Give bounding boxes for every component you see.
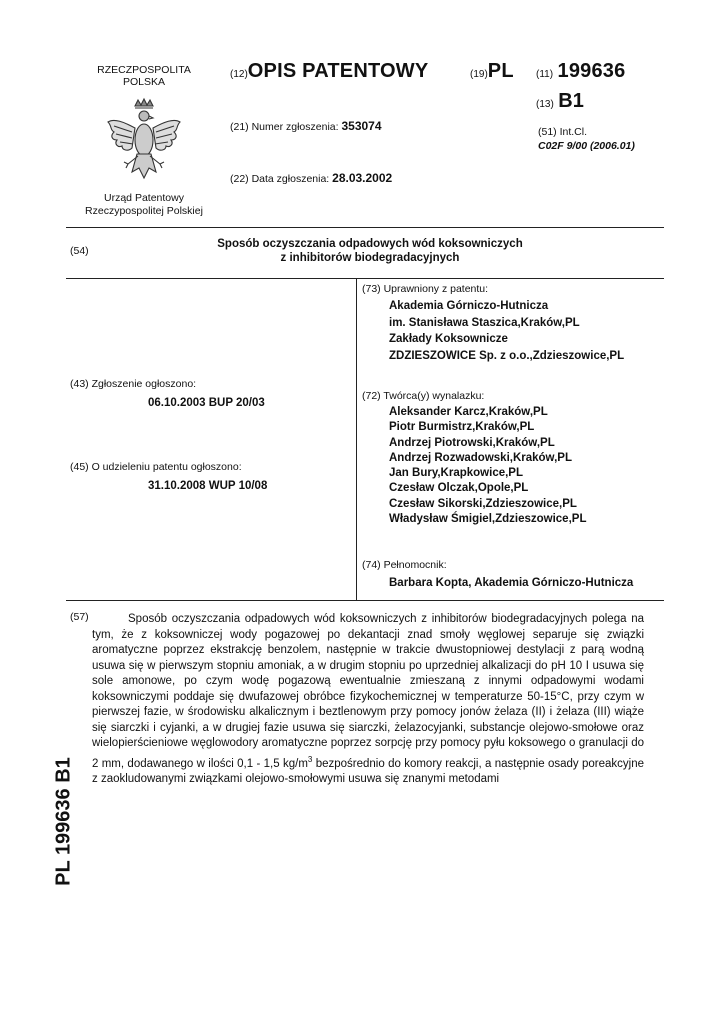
office-line-1: Urząd Patentowy [104,192,184,204]
application-date [230,171,392,185]
grant-value: 31.10.2008 WUP 10/08 [148,480,268,492]
divider-bottom [66,600,664,601]
subject-code: (54) [70,245,89,257]
application-number-label: (21) Numer zgłoszenia: [230,121,339,133]
country-code [470,60,514,83]
column-divider [356,278,357,600]
inventor-item: Andrzej Piotrowski,Kraków,PL [389,436,555,449]
kind-code [536,90,584,113]
eagle-emblem-icon [104,96,184,188]
superscript-3: 3 [307,754,313,764]
country-line-2: POLSKA [122,76,166,88]
kind-code-value: B1 [558,90,584,112]
application-number [230,119,382,133]
doc-title: OPIS PATENTOWY [247,60,429,82]
patent-holder-label: (73) Uprawniony z patentu: [362,283,489,295]
attorney-label: (74) Pełnomocnik: [362,559,447,571]
abstract-code: (57) [70,611,89,623]
announcement-label: (43) Zgłoszenie ogłoszono: [70,378,197,390]
holder-line: ZDZIESZOWICE Sp. z o.o.,Zdzieszowice,PL [389,349,625,362]
code-13: (13) [536,99,554,110]
code-12: (12) [230,69,248,80]
patent-holders [389,298,624,364]
country-code-value: PL [487,60,514,82]
holder-line: Akademia Górniczo-Hutnicza [389,300,549,312]
divider-top [66,227,664,228]
abstract-text-part-2: bezpośrednio do komory reakcji, a następnie osady poreakcyjne z zaokludowanymi związkami olejowo-smołowymi usuwa się znanymi metodami [92,757,644,785]
document-title [230,60,428,83]
patent-office-name [70,192,218,218]
inventor-item: Piotr Burmistrz,Kraków,PL [389,421,535,434]
abstract-text [92,612,644,787]
inventors-label: (72) Twórca(y) wynalazku: [362,390,485,402]
holder-line: im. Stanisława Staszica,Kraków,PL [389,316,580,329]
inventor-item: Jan Bury,Krapkowice,PL [389,467,523,480]
application-number-value: 353074 [341,119,382,133]
patent-number [536,60,625,83]
office-line-2: Rzeczypospolitej Polskiej [85,205,203,217]
inventors-list [389,405,586,527]
country-line-1: RZECZPOSPOLITA [97,64,191,76]
invention-title-line-2: z inhibitorów biodegradacyjnych [280,252,460,264]
side-patent-label: PL 199636 B1 [52,757,75,886]
country-name [80,64,208,88]
code-11: (11) [536,69,554,80]
application-date-label: (22) Data zgłoszenia: [230,173,330,185]
inventor-item: Czesław Sikorski,Zdzieszowice,PL [389,497,577,510]
inventor-item: Władysław Śmigiel,Zdzieszowice,PL [389,513,587,526]
int-cl [538,125,635,153]
abstract-paragraph [92,612,644,787]
divider-subject [66,278,664,279]
invention-title [150,237,590,265]
attorney-value: Barbara Kopta, Akademia Górniczo-Hutnicza [389,577,634,589]
holder-line: Zakłady Koksownicze [389,333,508,345]
inventor-item: Czesław Olczak,Opole,PL [389,482,529,495]
patent-number-value: 199636 [557,60,626,82]
inventor-item: Aleksander Karcz,Kraków,PL [389,406,548,418]
announcement-value: 06.10.2003 BUP 20/03 [148,397,265,409]
grant-label: (45) O udzieleniu patentu ogłoszono: [70,461,242,473]
abstract-text-part-1: Sposób oczyszczania odpadowych wód koksowniczych z inhibitorów biodegradacyjnych polega na tym, że z koksowniczej wody pogazowej po dekantacji znad smoły węglowej separuje się związki aromatyczne poprzez ekstrakcję benzolem, następnie w trakcie dwustopniowej destylacji z parą wodną usuwa się w pierwszym stopniu amoniak, a w drugim stopniu po uprzedniej alkalizacji do pH 10 I usuwa się sole amonowe, po czym wodę pogazową ewentualnie zmieszaną z innymi odpadowymi wodami koksowniczymi poddaje się dwufazowej obróbce fizykochemicznej w temperaturze 50-15°C, przy czym w pierwszej fazie, w środowisku alkalicznym i beztlenowym przy pomocy jonów żelaza (II) i żelaza (III) wiąże się siarczki i cyjanki, a w drugiej fazie usuwa się siarczki, żelazocyjanki, substancje olejowo-smołowe oraz wielopierścieniowe węglowodory aromatyczne poprzez sorpcję przy pomocy pyłu koksowego o granulacji do 2 mm, dodawanego w ilości 0,1 - 1,5 kg/m [92,613,644,770]
code-19: (19) [470,69,488,80]
int-cl-value: C02F 9/00 (2006.01) [538,140,635,152]
invention-title-line-1: Sposób oczyszczania odpadowych wód koksowniczych [217,238,523,250]
inventor-item: Andrzej Rozwadowski,Kraków,PL [389,451,572,464]
int-cl-label: (51) Int.Cl. [538,126,588,138]
application-date-value: 28.03.2002 [332,171,393,185]
